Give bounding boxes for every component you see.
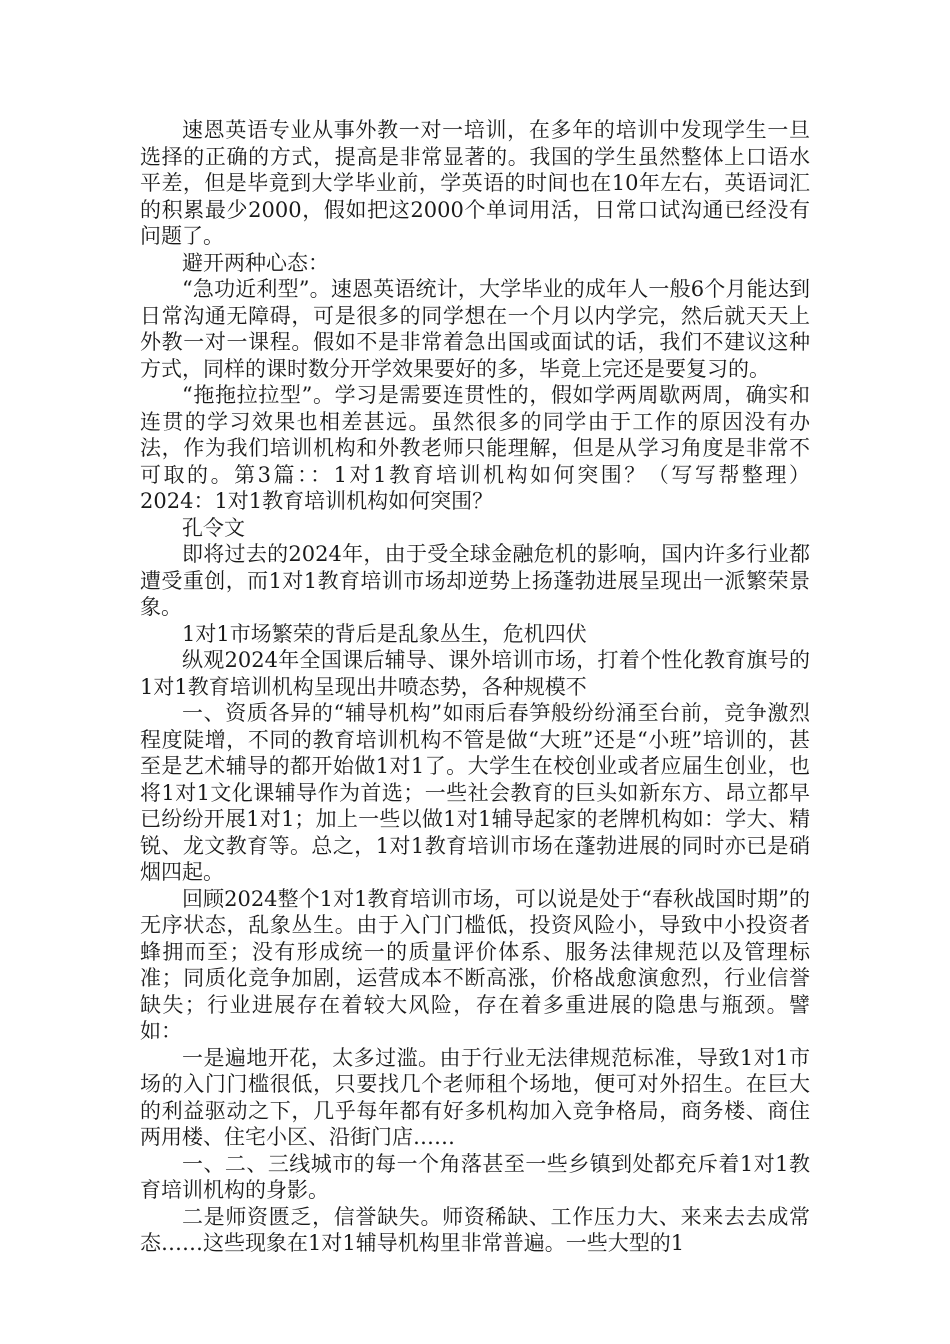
paragraph-point-two: 二是师资匮乏，信誉缺失。师资稀缺、工作压力大、来来去去成常态……这些现象在1对1辅导机构里非常普遍。一些大型的1 xyxy=(140,1204,810,1255)
paragraph-impatient-type: “急功近利型”。速恩英语统计，大学毕业的成年人一般6个月能达到日常沟通无障碍，可是很多的同学想在一个月以内学完，然后就天天上外教一对一课程。假如不是非常着急出国或面试的话，我们不建议这种方式，同样的课时数分开学效果要好的多，毕竟上完还是要复习的。 xyxy=(140,277,810,381)
paragraph-review: 回顾2024整个1对1教育培训市场，可以说是处于“春秋战国时期”的无序状态，乱象丛生。由于入门门槛低，投资风险小，导致中小投资者蜂拥而至；没有形成统一的质量评价体系、服务法律规范以及管理标准；同质化竞争加剧，运营成本不断高涨，价格战愈演愈烈，行业信誉缺失；行业进展存在着较大风险，存在着多重进展的隐患与瓶颈。譬如： xyxy=(140,886,810,1043)
paragraph-author: 孔令文 xyxy=(182,515,245,540)
paragraph-intro: 速恩英语专业从事外教一对一培训，在多年的培训中发现学生一旦选择的正确的方式，提高是非常显著的。我国的学生虽然整体上口语水平差，但是毕竟到大学毕业前，学英语的时间也在10年左右，英语词汇的积累最少2000，假如把这2000个单词用活，日常口试沟通已经没有问题了。 xyxy=(140,118,810,248)
paragraph-section-heading: 1对1市场繁荣的背后是乱象丛生，危机四伏 xyxy=(182,621,587,646)
paragraph-national-market: 纵观2024年全国课后辅导、课外培训市场，打着个性化教育旗号的1对1教育培训机构呈现出井喷态势，各种规模不 xyxy=(140,648,810,699)
paragraph-procrastinating-type: “拖拖拉拉型”。学习是需要连贯性的，假如学两周歇两周，确实和连贯的学习效果也相差甚远。虽然很多的同学由于工作的原因没有办法，作为我们培训机构和外教老师只能理解，但是从学习角度是非常不可取的。第3篇：：1对1教育培训机构如何突围？（写写帮整理）2024：1对1教育培训机构如何突围？ xyxy=(140,383,810,513)
paragraph-point-one: 一是遍地开花，太多过滥。由于行业无法律规范标准，导致1对1市场的入门门槛很低，只要找几个老师租个场地，便可对外招生。在巨大的利益驱动之下，几乎每年都有好多机构加入竞争格局，商务楼、商住两用楼、住宅小区、沿街门店…… xyxy=(140,1045,810,1149)
paragraph-market-overview: 即将过去的2024年，由于受全球金融危机的影响，国内许多行业都遭受重创，而1对1教育培训市场却逆势上扬蓬勃进展呈现出一派繁荣景象。 xyxy=(140,542,810,619)
document-page xyxy=(140,117,810,1257)
paragraph-two-mindsets: 避开两种心态： xyxy=(182,250,329,275)
paragraph-qualifications: 一、资质各异的“辅导机构”如雨后春笋般纷纷涌至台前，竞争激烈程度陡增，不同的教育培训机构不管是做“大班”还是“小班”培训的，甚至是艺术辅导的都开始做1对1了。大学生在校创业或者应届生创业，也将1对1文化课辅导作为首选；一些社会教育的巨头如新东方、昂立都早已纷纷开展1对1；加上一些以做1对1辅导起家的老牌机构如：学大、精锐、龙文教育等。总之，1对1教育培训市场在蓬勃进展的同时亦已是硝烟四起。 xyxy=(140,701,810,884)
paragraph-cities: 一、二、三线城市的每一个角落甚至一些乡镇到处都充斥着1对1教育培训机构的身影。 xyxy=(140,1151,810,1202)
